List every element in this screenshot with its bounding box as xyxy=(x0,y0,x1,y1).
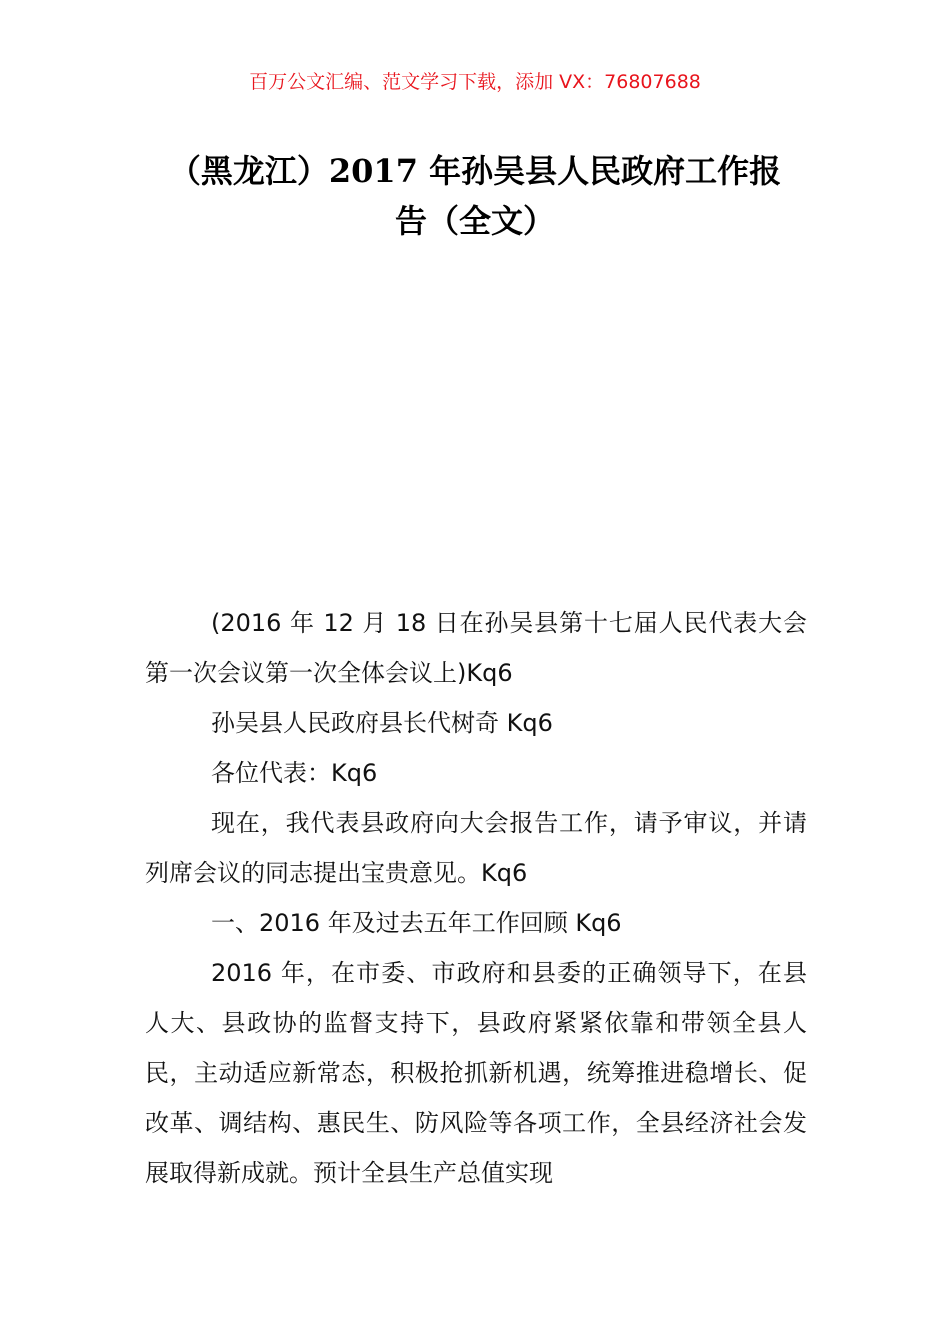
title-line-1: （黑龙江）2017 年孙吴县人民政府工作报 xyxy=(168,152,782,190)
title-line-2: 告（全文） xyxy=(394,202,555,240)
document-title xyxy=(135,146,815,246)
paragraph-salutation: 各位代表：Kq6 xyxy=(211,759,378,787)
paragraph-meeting-info: (2016 年 12 月 18 日在孙吴县第十七届人民代表大会第一次会议第一次全体会议上)Kq6 xyxy=(145,609,807,687)
paragraph-2016-review: 2016 年，在市委、市政府和县委的正确领导下，在县人大、县政协的监督支持下，县政府紧紧依靠和带领全县人民，主动适应新常态，积极抢抓新机遇，统筹推进稳增长、促改革、调结构、惠民生、防风险等各项工作，全县经济社会发展取得新成就。预计全县生产总值实现 xyxy=(145,959,807,1187)
paragraph-speaker: 孙吴县人民政府县长代树奇 Kq6 xyxy=(211,709,553,737)
header-watermark-note: 百万公文汇编、范文学习下载，添加 VX：76807688 xyxy=(249,71,701,93)
paragraph-intro: 现在，我代表县政府向大会报告工作，请予审议，并请列席会议的同志提出宝贵意见。Kq6 xyxy=(145,809,807,887)
document-body xyxy=(145,598,807,1198)
section-heading-review: 一、2016 年及过去五年工作回顾 Kq6 xyxy=(211,909,622,937)
